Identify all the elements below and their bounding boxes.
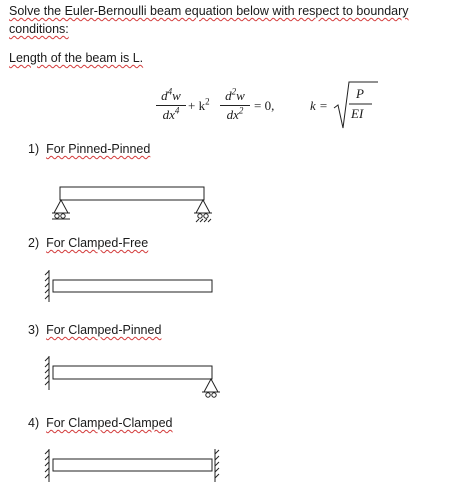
pin-support-right bbox=[194, 200, 212, 222]
plus-k-squared: + $k^2$ bbox=[188, 96, 210, 113]
case-2-heading bbox=[28, 236, 148, 250]
case-4-number: 4) bbox=[28, 416, 40, 430]
fraction-1-denominator: $dx^4$ bbox=[162, 105, 180, 122]
case-3-number: 3) bbox=[28, 323, 40, 337]
equals-zero: = 0, bbox=[254, 98, 275, 113]
case-2-label: For Clamped-Free bbox=[46, 236, 149, 250]
clamp-support-left-3 bbox=[45, 356, 49, 390]
case-2-number: 2) bbox=[28, 236, 40, 250]
sqrt-sign bbox=[0, 0, 461, 140]
sqrt-numerator: P bbox=[356, 86, 364, 101]
clamp-support-left-2 bbox=[45, 270, 49, 302]
pin-support-left bbox=[52, 200, 70, 219]
length-note-text: Length of the beam is L. bbox=[9, 51, 144, 65]
fraction-1-numerator: $d^4w$ bbox=[161, 86, 181, 103]
case-4-heading bbox=[28, 416, 173, 430]
fraction-2-numerator: $d^2w$ bbox=[225, 86, 245, 103]
beam-3 bbox=[53, 366, 212, 379]
case-3-label: For Clamped-Pinned bbox=[46, 323, 162, 337]
problem-text-2: conditions: bbox=[9, 22, 69, 36]
beam-equation bbox=[0, 0, 461, 140]
case-4-label: For Clamped-Clamped bbox=[46, 416, 173, 430]
problem-text-1: Solve the Euler-Bernoulli beam equation below with respect to boundary bbox=[9, 4, 409, 18]
k-equals: k = bbox=[310, 98, 328, 113]
case-1-heading bbox=[28, 142, 150, 156]
pin-support-right-3 bbox=[202, 379, 220, 397]
fraction-2-denominator: $dx^2$ bbox=[226, 105, 244, 122]
case-1-label: For Pinned-Pinned bbox=[46, 142, 151, 156]
beam-1 bbox=[60, 187, 204, 200]
sqrt-denominator: EI bbox=[351, 106, 364, 121]
beam-2 bbox=[53, 280, 212, 292]
case-3-heading bbox=[28, 323, 161, 337]
beam-4 bbox=[53, 459, 212, 471]
clamp-support-left-4 bbox=[45, 449, 49, 482]
clamp-support-right-4 bbox=[215, 449, 219, 482]
case-1-number: 1) bbox=[28, 142, 40, 156]
